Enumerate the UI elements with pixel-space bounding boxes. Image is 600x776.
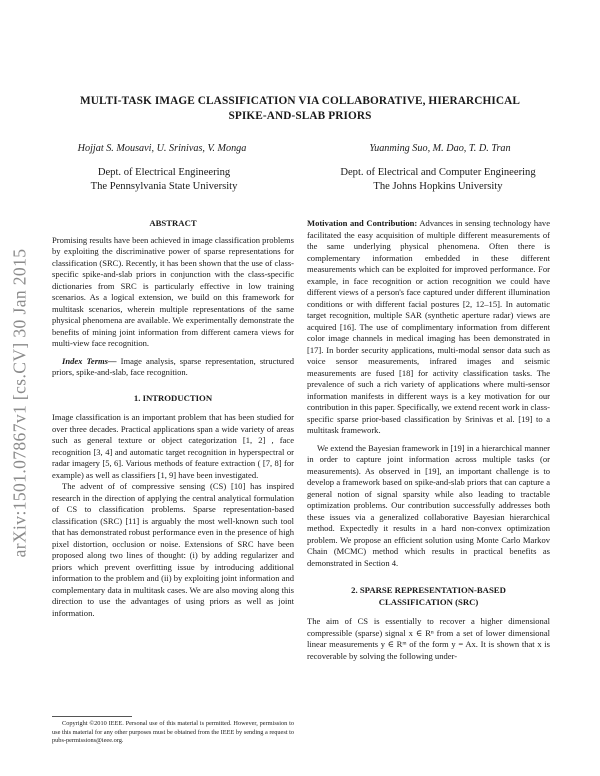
arxiv-sidebar <box>2 208 38 598</box>
motivation-label: Motivation and Contribution: <box>307 218 418 228</box>
abstract-heading: ABSTRACT <box>149 218 197 228</box>
abstract-text: Promising results have been achieved in image classification problems by exploiting the discriminative power of sparse representations for classification (SRC). Recently, it has been shown that the use of class-specific spike-and-slab priors in conjunction with the class-specific dictionaries from SRC is particularly effective in low training scenarios. As a logical extension, we build on this framework for multitask scenarios, wherein multiple representations of the same physical phenomena are available. We experimentally demonstrate the benefits of mining joint information from different camera views for multi-view face recognition. <box>52 234 294 348</box>
src-heading-line-1: 2. SPARSE REPRESENTATION-BASED <box>351 585 506 595</box>
affiliation-left <box>58 166 270 194</box>
title-line-2: SPIKE-AND-SLAB PRIORS <box>228 110 372 122</box>
authors-right: Yuanming Suo, M. Dao, T. D. Tran <box>369 143 511 154</box>
title-line-1: MULTI-TASK IMAGE CLASSIFICATION VIA COLLABORATIVE, HIERARCHICAL <box>79 95 521 107</box>
affiliation-right-dept: Dept. of Electrical and Computer Engineering <box>340 167 536 178</box>
src-paragraph: The aim of CS is essentially to recover a higher dimensional compressible (sparse) signal x ∈ Rⁿ from a set of lower dimensional linear measurements y ∈ Rᵐ of the form y = Ax. It is shown that x is recoverable by solving the following under- <box>307 616 550 661</box>
intro-paragraph-1: Image classification is an important problem that has been studied for over three decades. Practical applications span a wide variety of areas such as general texture or object categorization [1, 2] , face recognition [3, 4] and automatic target recognition in hyperspectral or radar imagery [5, 6]. Various methods of feature extraction ( [7, 8] for example) as well as classifiers [1, 9] have been investigated. <box>52 412 294 480</box>
affiliation-left-univ: The Pennsylvania State University <box>90 181 238 192</box>
affiliation-right-univ: The Johns Hopkins University <box>373 181 503 192</box>
src-heading <box>307 585 550 608</box>
paper-title <box>60 94 540 124</box>
index-terms <box>52 356 294 379</box>
src-heading-line-2: CLASSIFICATION (SRC) <box>378 596 479 607</box>
copyright-footnote: Copyright ©2010 IEEE. Personal use of this material is permitted. However, permission to use this material for any other purposes must be obtained from the IEEE by sending a request to pubs-permissions@ieee.org. <box>52 720 294 744</box>
footnote-rule <box>52 716 132 717</box>
affiliation-left-dept: Dept. of Electrical Engineering <box>97 167 231 178</box>
index-terms-list: Image analysis, sparse representation, structured priors, spike-and-slab, face recognition. <box>52 355 294 377</box>
motivation-paragraph-1 <box>307 218 550 437</box>
left-column <box>52 218 294 619</box>
motivation-paragraph-2: We extend the Bayesian framework in [19] in a hierarchical manner in order to capture joint information across multiple tasks (or measurements). As observed in [19], an important challenge is to develop a framework based on spike-and-slab priors that can capture a general notion of signal sparsity while also leading to tractable optimization problems. Our contribution successfully addresses both these issues via a generalized collaborative Bayesian hierarchical method. Expectedly it results in a hard non-convex optimization problem. We propose an efficient solution using Monte Carlo Markov Chain (MCMC) method which results in practical benefits as demonstrated in Section 4. <box>307 442 550 568</box>
motivation-text: Advances in sensing technology have facilitated the easy acquisition of multiple different measurements of the same underlying physical phenomena. Often there is complementary information embedded in these different measurements which can be exploited for improved performance. For example, in face recognition or action recognition we could have different views of a person's face captured under different illumination conditions or with different facial postures [2, 12–15]. In automatic target recognition, multiple SAR (synthetic aperture radar) views are acquired [16]. The use of complimentary information from different color image channels in medical imaging has been demonstrated in [17]. In border security applications, multi-modal sensor data such as voice sensor measurements, infrared images and seismic measurements are fused [18] for activity classification tasks. The prevalence of such a rich variety of applications where multi-sensor information manifests in different ways is a key motivation for our contribution in this paper. Specifically, we extend recent work in class-specific sparse prior-based classification by Srinivas et al. [19] to a multitask framework. <box>307 218 550 435</box>
authors-left: Hojjat S. Mousavi, U. Srinivas, V. Monga <box>77 143 247 154</box>
arxiv-identifier: arXiv:1501.07867v1 [cs.CV] 30 Jan 2015 <box>9 248 30 558</box>
intro-heading: 1. INTRODUCTION <box>133 392 213 403</box>
right-column <box>307 218 550 662</box>
index-terms-label: Index Terms— <box>62 355 117 366</box>
intro-paragraph-2: The advent of of compressive sensing (CS) [10] has inspired research in the direction of applying the central analytical formulation of CS to classification problems. Sparse representation-based classification (SRC) [11] is arguably the most well-known such tool that has demonstrated robust performance even in the presence of high pixel distortion, occlusion or noise. Extensions of SRC have been proposed along two lines of thought: (i) by adding regularizer and priors which prevent overfitting issue by introducing additional information to the problem and (ii) by exploiting joint information and complementary data in multitask cases. We are also moving along this direction to use the advantages of using priors as well as joint information. <box>52 481 294 618</box>
affiliation-right <box>318 166 558 194</box>
